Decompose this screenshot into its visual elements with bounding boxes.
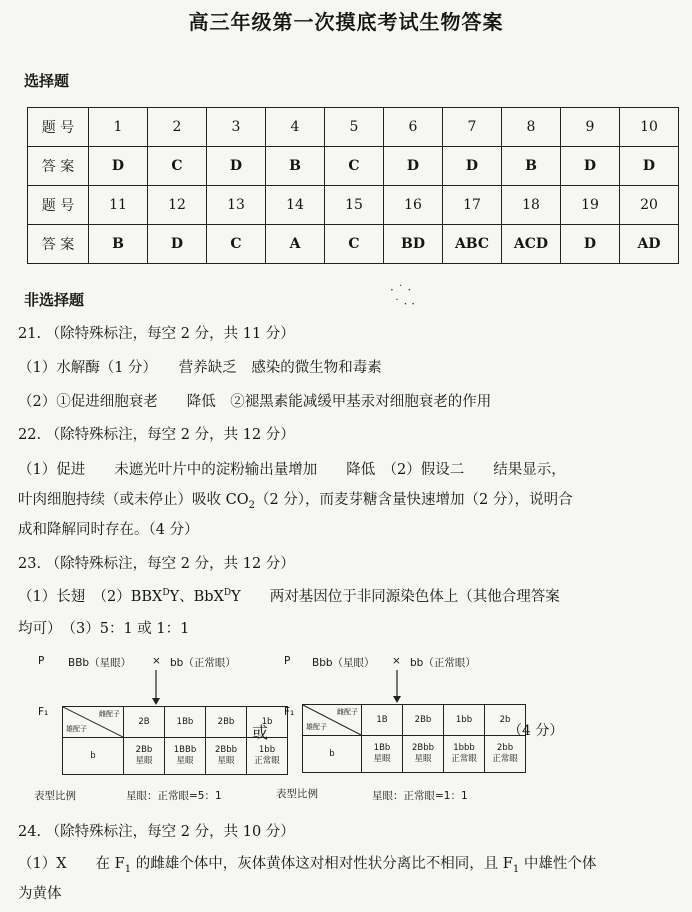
- answer-cell: B: [89, 225, 148, 264]
- question-number: 11: [89, 186, 148, 225]
- q24-text: 的雌雄个体中，灰体黄体这对相对性状分离比不相同，且 F: [131, 856, 513, 872]
- q23-text: Y、BbX: [169, 589, 224, 605]
- cross-left-male-parent: bb（正常眼）: [170, 657, 236, 669]
- punnett-corner: [303, 705, 362, 736]
- offspring-cell: 2bb 正常眼: [485, 736, 526, 773]
- subscript: 2: [248, 499, 255, 511]
- table-row: [303, 736, 526, 773]
- answer-cell: C: [325, 147, 384, 186]
- offspring-cell: 1bb 正常眼: [247, 738, 288, 775]
- answer-cell: BD: [384, 225, 443, 264]
- question-number: 6: [384, 108, 443, 147]
- cross-right-cross-symbol: ×: [392, 655, 401, 667]
- female-gamete: 2b: [485, 705, 526, 736]
- q24-text: （1）X 在 F: [18, 856, 125, 872]
- answer-cell: D: [561, 225, 620, 264]
- answer-cell: C: [325, 225, 384, 264]
- cross-left-ratio-label: 表型比例: [34, 790, 76, 802]
- female-gamete: 1B: [362, 705, 403, 736]
- q21-line-2: （2）①促进细胞衰老 降低 ②褪黑素能减缓甲基汞对细胞衰老的作用: [18, 394, 492, 410]
- question-number: 12: [148, 186, 207, 225]
- male-gamete: b: [63, 738, 124, 775]
- page-title: 高三年级第一次摸底考试生物答案: [188, 10, 504, 34]
- question-number: 2: [148, 108, 207, 147]
- row-header: 题 号: [28, 108, 89, 147]
- answer-cell: ACD: [502, 225, 561, 264]
- answer-cell: D: [89, 147, 148, 186]
- q22-line-2: [18, 488, 573, 511]
- q22-heading: 22. （除特殊标注，每空 2 分，共 12 分）: [18, 427, 295, 443]
- table-row: [28, 108, 679, 147]
- cross-left-cross-symbol: ×: [152, 655, 161, 667]
- answer-cell: A: [266, 225, 325, 264]
- corner-bottom-label: 雄配子: [66, 725, 87, 733]
- subscript: 1: [512, 863, 520, 875]
- female-gamete: 1b: [247, 707, 288, 738]
- table-row: [28, 186, 679, 225]
- cross-right-f1-label: F₁: [284, 706, 295, 718]
- q21-heading: 21. （除特殊标注，每空 2 分，共 11 分）: [18, 326, 295, 342]
- q22-line-2-text: 叶肉细胞持续（或未停止）吸收 CO: [18, 492, 249, 508]
- answer-cell: D: [561, 147, 620, 186]
- row-header: 答 案: [28, 147, 89, 186]
- answer-table: [27, 107, 679, 264]
- q23-line-1: [18, 585, 560, 606]
- offspring-cell: 2Bb 星眼: [124, 738, 165, 775]
- corner-bottom-label: 雄配子: [306, 723, 327, 731]
- offspring-cell: 2Bbb 星眼: [403, 736, 444, 773]
- cross-right-arrow-icon: [391, 670, 403, 704]
- q24-text: 中雄性个体: [519, 856, 597, 872]
- female-gamete: 2Bb: [403, 705, 444, 736]
- cross-right-ratio-label: 表型比例: [276, 788, 318, 800]
- female-gamete: 2B: [124, 707, 165, 738]
- corner-top-label: 雌配子: [337, 708, 358, 716]
- section-heading-nonchoice: 非选择题: [24, 291, 85, 309]
- answer-cell: D: [207, 147, 266, 186]
- answer-cell: D: [443, 147, 502, 186]
- cross-left-ratio: 星眼：正常眼=5：1: [126, 790, 222, 802]
- q23-text: （1）长翅 （2）BBX: [18, 589, 163, 605]
- or-label: 或: [252, 723, 269, 742]
- answer-cell: D: [384, 147, 443, 186]
- punnett-corner: [63, 707, 124, 738]
- q23-text: Y 两对基因位于非同源染色体上（其他合理答案: [231, 589, 560, 605]
- q21-line-1: （1）水解酶（1 分） 营养缺乏 感染的微生物和毒素: [18, 360, 382, 376]
- table-row: [303, 705, 526, 736]
- q24-heading: 24. （除特殊标注，每空 2 分，共 10 分）: [18, 824, 295, 840]
- offspring-cell: 1bbb 正常眼: [444, 736, 485, 773]
- offspring-cell: 1BBb 星眼: [165, 738, 206, 775]
- section-heading-choice: 选择题: [24, 72, 70, 90]
- cross-right-punnett-table: [302, 704, 526, 773]
- female-gamete: 1Bb: [165, 707, 206, 738]
- cross-right-female-parent: Bbb（星眼）: [312, 657, 375, 669]
- q23-heading: 23. （除特殊标注，每空 2 分，共 12 分）: [18, 556, 295, 572]
- cross-left-arrow-icon: [150, 670, 162, 706]
- question-number: 8: [502, 108, 561, 147]
- offspring-cell: 2Bbb 星眼: [206, 738, 247, 775]
- superscript: D: [223, 588, 232, 599]
- question-number: 13: [207, 186, 266, 225]
- q22-line-1: （1）促进 未遮光叶片中的淀粉输出量增加 降低 （2）假设二 结果显示，: [18, 462, 566, 478]
- table-row: [28, 225, 679, 264]
- cross-right-male-parent: bb（正常眼）: [410, 657, 476, 669]
- question-number: 5: [325, 108, 384, 147]
- question-number: 1: [89, 108, 148, 147]
- question-number: 16: [384, 186, 443, 225]
- scan-speckle-mark: · ˙ · ˙ · ·: [390, 283, 416, 311]
- answer-cell: C: [207, 225, 266, 264]
- question-number: 10: [620, 108, 679, 147]
- q22-line-3: 成和降解同时存在。（4 分）: [18, 522, 199, 538]
- cross-left-f1-label: F₁: [38, 706, 49, 718]
- cross-right-ratio: 星眼：正常眼=1：1: [372, 790, 468, 802]
- cross-right-p-label: P: [284, 655, 291, 667]
- offspring-cell: 1Bb 星眼: [362, 736, 403, 773]
- answer-cell: B: [502, 147, 561, 186]
- question-number: 19: [561, 186, 620, 225]
- answer-cell: ABC: [443, 225, 502, 264]
- cross-points: （4 分）: [508, 723, 564, 739]
- male-gamete: b: [303, 736, 362, 773]
- row-header: 答 案: [28, 225, 89, 264]
- corner-top-label: 雌配子: [99, 710, 120, 718]
- question-number: 4: [266, 108, 325, 147]
- question-number: 17: [443, 186, 502, 225]
- answer-cell: AD: [620, 225, 679, 264]
- question-number: 3: [207, 108, 266, 147]
- answer-cell: D: [148, 225, 207, 264]
- cross-left-p-label: P: [38, 655, 45, 667]
- answer-cell: C: [148, 147, 207, 186]
- q22-line-2-text: （2 分），而麦芽糖含量快速增加（2 分），说明合: [254, 492, 573, 508]
- question-number: 15: [325, 186, 384, 225]
- superscript: D: [162, 588, 170, 599]
- q24-line-1: [18, 852, 596, 875]
- question-number: 18: [502, 186, 561, 225]
- q24-line-2: 为黄体: [18, 886, 62, 902]
- table-row: [28, 147, 679, 186]
- q23-line-2: 均可） （3）5：1 或 1：1: [18, 621, 190, 637]
- female-gamete: 1bb: [444, 705, 485, 736]
- subscript: 1: [124, 863, 132, 875]
- cross-left-female-parent: BBb（星眼）: [68, 657, 132, 669]
- table-row: [63, 738, 288, 775]
- question-number: 7: [443, 108, 502, 147]
- question-number: 20: [620, 186, 679, 225]
- question-number: 9: [561, 108, 620, 147]
- answer-cell: B: [266, 147, 325, 186]
- row-header: 题 号: [28, 186, 89, 225]
- answer-cell: D: [620, 147, 679, 186]
- question-number: 14: [266, 186, 325, 225]
- female-gamete: 2Bb: [206, 707, 247, 738]
